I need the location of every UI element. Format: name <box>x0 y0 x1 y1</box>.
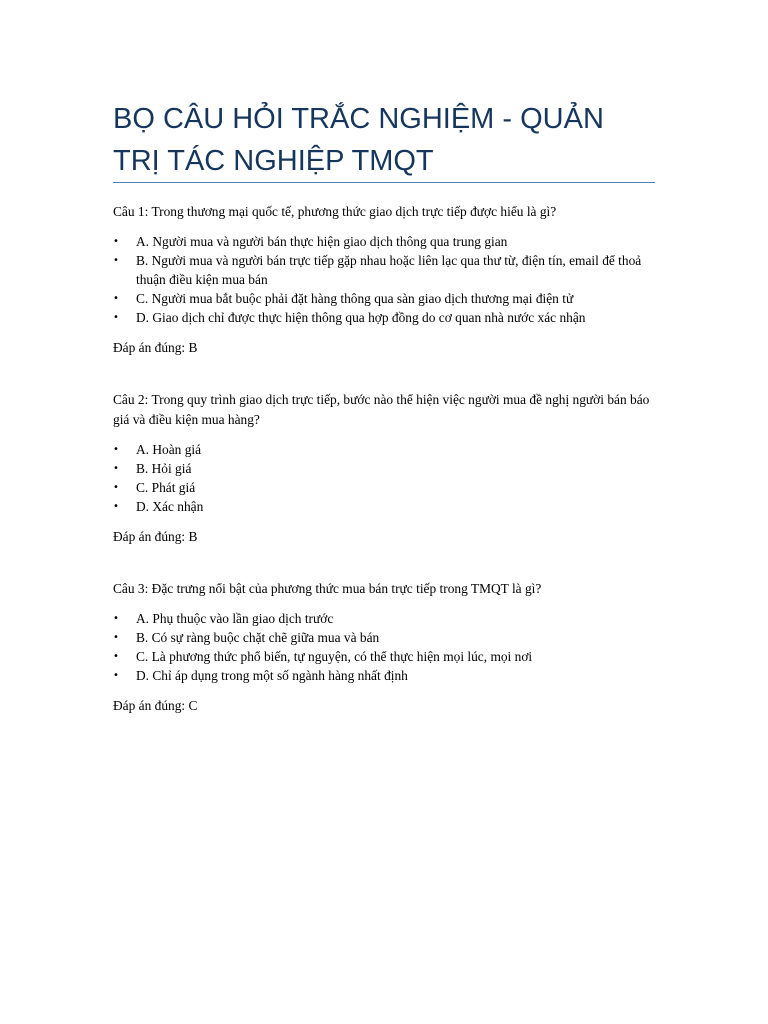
bullet-icon: • <box>113 501 119 512</box>
correct-answer: Đáp án đúng: C <box>113 698 198 713</box>
bullet-icon: • <box>113 255 119 266</box>
question-3 <box>113 579 655 716</box>
bullet-icon: • <box>113 444 119 455</box>
option-text: A. Hoàn giá <box>136 442 202 457</box>
option-text: A. Phụ thuộc vào lần giao dịch trước <box>136 611 334 626</box>
bullet-icon: • <box>113 651 119 662</box>
option-text: D. Giao dịch chỉ được thực hiện thông qua hợp đồng do cơ quan nhà nước xác nhận <box>136 310 586 325</box>
option-b <box>113 628 655 647</box>
document-page <box>113 0 655 748</box>
option-d <box>113 308 655 327</box>
option-a <box>113 609 655 628</box>
bullet-icon: • <box>113 463 119 474</box>
correct-answer: Đáp án đúng: B <box>113 340 198 355</box>
bullet-icon: • <box>113 632 119 643</box>
options-list <box>113 609 655 685</box>
option-b <box>113 251 655 289</box>
option-text: A. Người mua và người bán thực hiện giao dịch thông qua trung gian <box>136 234 508 249</box>
question-text: Câu 1: Trong thương mại quốc tế, phương thức giao dịch trực tiếp được hiểu là gì? <box>113 204 557 219</box>
bullet-icon: • <box>113 670 119 681</box>
option-d <box>113 497 655 516</box>
bullet-icon: • <box>113 293 119 304</box>
option-a <box>113 232 655 251</box>
bullet-icon: • <box>113 613 119 624</box>
option-text: B. Có sự ràng buộc chặt chẽ giữa mua và bán <box>136 630 380 645</box>
option-text: D. Chỉ áp dụng trong một số ngành hàng nhất định <box>136 668 408 683</box>
document-title: BỌ CÂU HỎI TRẮC NGHIỆM - QUẢN TRỊ TÁC NGHIỆP TMQT <box>113 103 604 177</box>
option-text: C. Người mua bắt buộc phải đặt hàng thông qua sàn giao dịch thương mại điện tử <box>136 291 574 306</box>
options-list <box>113 440 655 516</box>
option-text: B. Người mua và người bán trực tiếp gặp nhau hoặc liên lạc qua thư từ, điện tín, email để thoả thuận điều kiện mua bán <box>136 253 642 287</box>
option-c <box>113 647 655 666</box>
title-underline <box>113 182 655 183</box>
question-2 <box>113 390 655 547</box>
question-1 <box>113 202 655 358</box>
option-d <box>113 666 655 685</box>
options-list <box>113 232 655 327</box>
question-text: Câu 2: Trong quy trình giao dịch trực tiếp, bước nào thể hiện việc người mua đề nghị người bán báo giá và điều kiện mua hàng? <box>113 392 650 427</box>
option-b <box>113 459 655 478</box>
bullet-icon: • <box>113 236 119 247</box>
option-text: C. Phát giá <box>136 480 196 495</box>
option-c <box>113 478 655 497</box>
correct-answer: Đáp án đúng: B <box>113 529 198 544</box>
option-text: B. Hỏi giá <box>136 461 192 476</box>
option-text: C. Là phương thức phổ biến, tự nguyện, có thể thực hiện mọi lúc, mọi nơi <box>136 649 533 664</box>
option-c <box>113 289 655 308</box>
option-text: D. Xác nhận <box>136 499 204 514</box>
bullet-icon: • <box>113 312 119 323</box>
question-text: Câu 3: Đặc trưng nổi bật của phương thức mua bán trực tiếp trong TMQT là gì? <box>113 581 542 596</box>
bullet-icon: • <box>113 482 119 493</box>
option-a <box>113 440 655 459</box>
